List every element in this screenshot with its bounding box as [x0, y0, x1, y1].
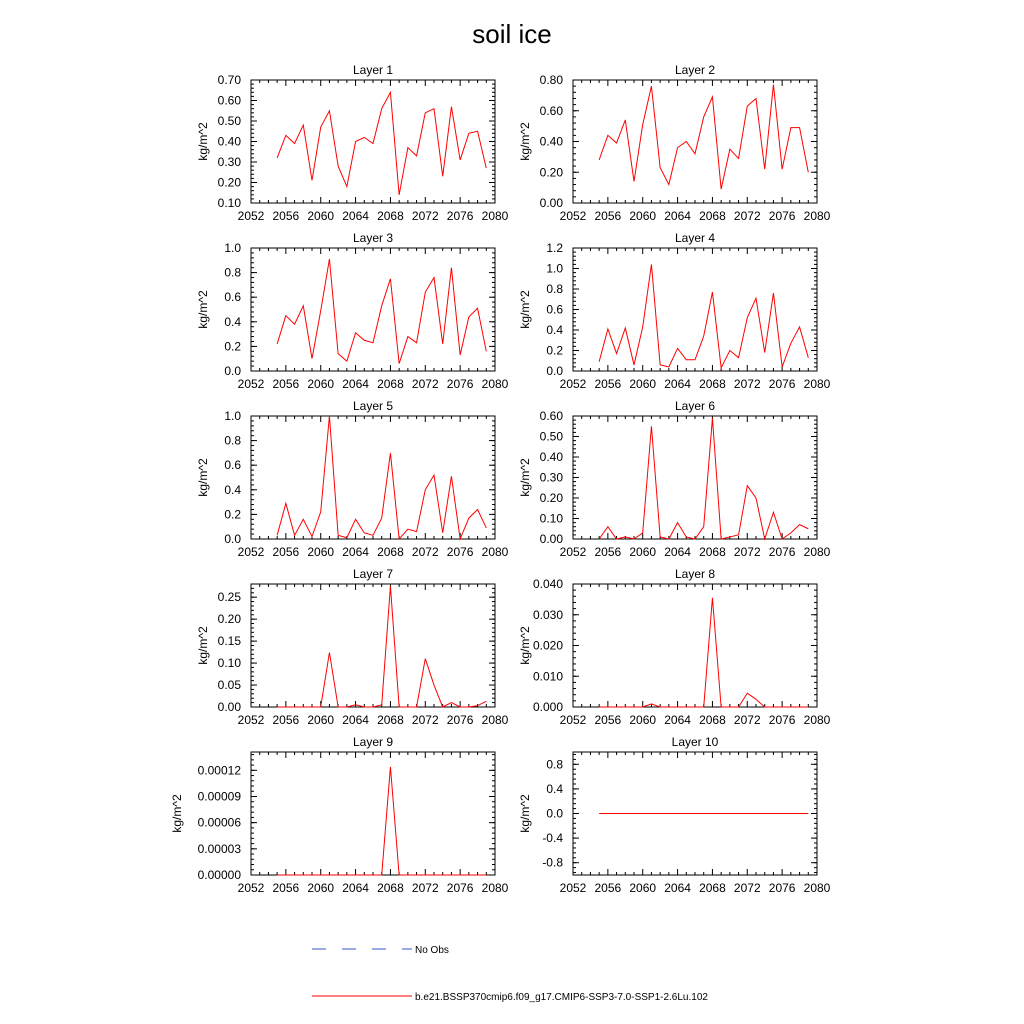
layer-4-ytick-label: 1.2: [546, 241, 563, 255]
layer-5-ytick-label: 1.0: [224, 409, 241, 423]
layer-3-xtick-label: 2072: [411, 377, 439, 391]
layer-9-series-line: [277, 767, 486, 875]
layer-9-xtick-label: 2076: [446, 881, 474, 895]
layer-7-ytick-label: 0.05: [217, 678, 241, 693]
layer-8-xtick-label: 2076: [768, 713, 796, 727]
layer-2-plot-frame: [573, 80, 817, 203]
layer-6-ytick-label: 0.30: [539, 470, 563, 485]
layer-7-xtick-label: 2052: [237, 713, 265, 727]
legend-model-label: b.e21.BSSP370cmip6.f09_g17.CMIP6-SSP3-7.0-SSP1-2.6Lu.102: [415, 992, 708, 1003]
layer-8-series-line: [599, 598, 808, 707]
layer-1-ytick-label: 0.40: [217, 134, 241, 149]
layer-2-xtick-label: 2076: [768, 209, 796, 223]
layer-7-ytick-label: 0.10: [217, 656, 241, 671]
layer-9-plot-frame: [251, 752, 495, 875]
layer-3-ytick-label: 0.0: [224, 364, 241, 378]
layer-3-xtick-label: 2080: [481, 377, 509, 391]
layer-8-plot-frame: [573, 584, 817, 707]
layer-2-ytick-label: 0.80: [539, 73, 563, 87]
layer-8-ytick-label: 0.020: [532, 638, 563, 653]
layer-3-ytick-label: 0.6: [224, 290, 241, 305]
layer-9-panel: [170, 735, 509, 895]
layer-1-xtick-label: 2068: [377, 209, 404, 223]
layer-10-xtick-label: 2072: [733, 881, 761, 895]
layer-8-ytick-label: 0.010: [532, 669, 563, 684]
layer-2-xtick-label: 2060: [629, 209, 657, 223]
layer-1-xtick-label: 2052: [237, 209, 265, 223]
layer-7-xtick-label: 2072: [411, 713, 439, 727]
layer-8-xtick-label: 2064: [664, 713, 691, 727]
layer-4-ytick-label: 0.8: [546, 282, 563, 296]
layer-7-plot-frame: [251, 584, 495, 707]
layer-3-plot-frame: [251, 248, 495, 371]
layer-1-title: Layer 1: [352, 63, 394, 77]
layer-1-xtick-label: 2060: [307, 209, 335, 223]
layer-4-ytick-label: 1.0: [546, 261, 563, 276]
layer-8-ytick-label: 0.000: [532, 700, 563, 714]
layer-5-ytick-label: 0.8: [224, 433, 241, 448]
layer-4-ytick-label: 0.4: [546, 323, 563, 337]
layer-9-xtick-label: 2080: [481, 881, 509, 895]
layer-3-ytick-label: 0.8: [224, 265, 241, 280]
layer-1-xtick-label: 2080: [481, 209, 509, 223]
layer-7-xtick-label: 2056: [272, 713, 300, 727]
layer-5-xtick-label: 2072: [411, 545, 439, 559]
layer-4-xtick-label: 2076: [768, 377, 796, 391]
layer-3-xtick-label: 2064: [342, 377, 369, 391]
layer-1-xtick-label: 2056: [272, 209, 300, 223]
layer-7-xtick-label: 2064: [342, 713, 369, 727]
layer-8-panel: [518, 567, 831, 727]
layer-5-xtick-label: 2068: [377, 545, 404, 559]
layer-4-panel: [518, 231, 831, 391]
layer-2-title: Layer 2: [674, 63, 716, 77]
layer-8-ytick-label: 0.040: [532, 577, 563, 591]
layer-9-ytick-label: 0.00000: [197, 868, 241, 882]
layer-2-ytick-label: 0.00: [539, 196, 563, 210]
layer-6-series-line: [599, 418, 808, 539]
layer-7-xtick-label: 2060: [307, 713, 335, 727]
layer-4-ytick-label: 0.0: [546, 364, 563, 378]
layer-1-ytick-label: 0.30: [217, 155, 241, 169]
layer-4-ytick-label: 0.6: [546, 302, 563, 317]
layer-4-xtick-label: 2068: [699, 377, 726, 391]
layer-8-title: Layer 8: [674, 567, 716, 581]
layer-5-xtick-label: 2080: [481, 545, 509, 559]
layer-10-xtick-label: 2060: [629, 881, 657, 895]
layer-10-title: Layer 10: [671, 735, 719, 749]
layer-10-ytick-label: 0.8: [546, 757, 563, 772]
layer-10-ytick-label: -0.4: [542, 831, 563, 846]
legend: [312, 945, 708, 1003]
layer-2-xtick-label: 2052: [559, 209, 587, 223]
layer-10-ytick-label: -0.8: [542, 855, 563, 870]
layer-5-xtick-label: 2056: [272, 545, 300, 559]
layer-4-title: Layer 4: [674, 231, 716, 245]
layer-5-panel: [196, 399, 509, 559]
layer-10-xtick-label: 2080: [803, 881, 831, 895]
layer-6-ylabel: kg/m^2: [518, 458, 532, 497]
layer-2-xtick-label: 2064: [664, 209, 691, 223]
layer-9-ytick-label: 0.00009: [197, 789, 241, 804]
layer-1-ytick-label: 0.60: [217, 93, 241, 108]
layer-7-ytick-label: 0.20: [217, 612, 241, 627]
layer-10-panel: [518, 735, 831, 895]
layer-5-xtick-label: 2052: [237, 545, 265, 559]
layer-6-xtick-label: 2056: [594, 545, 622, 559]
layer-8-xtick-label: 2060: [629, 713, 657, 727]
layer-10-xtick-label: 2052: [559, 881, 587, 895]
layer-7-ytick-label: 0.15: [217, 634, 241, 649]
layer-3-xtick-label: 2056: [272, 377, 300, 391]
layer-4-xtick-label: 2060: [629, 377, 657, 391]
layer-6-xtick-label: 2076: [768, 545, 796, 559]
layer-6-xtick-label: 2064: [664, 545, 691, 559]
layer-2-ytick-label: 0.40: [539, 134, 563, 149]
layer-3-series-line: [277, 259, 486, 364]
layer-4-xtick-label: 2056: [594, 377, 622, 391]
layer-8-xtick-label: 2072: [733, 713, 761, 727]
layer-10-ylabel: kg/m^2: [518, 794, 532, 833]
layer-2-series-line: [599, 85, 808, 190]
layer-5-ylabel: kg/m^2: [196, 458, 210, 497]
layer-4-ylabel: kg/m^2: [518, 290, 532, 329]
layer-1-xtick-label: 2072: [411, 209, 439, 223]
layer-1-ytick-label: 0.50: [217, 114, 241, 128]
layer-9-xtick-label: 2056: [272, 881, 300, 895]
layer-1-ytick-label: 0.70: [217, 73, 241, 87]
layer-10-xtick-label: 2056: [594, 881, 622, 895]
layer-2-xtick-label: 2056: [594, 209, 622, 223]
layer-9-xtick-label: 2060: [307, 881, 335, 895]
layer-3-title: Layer 3: [352, 231, 394, 245]
layer-6-xtick-label: 2068: [699, 545, 726, 559]
legend-obs-label: No Obs: [415, 945, 449, 956]
layer-9-ylabel: kg/m^2: [170, 794, 184, 833]
layer-6-ytick-label: 0.50: [539, 429, 563, 444]
layer-7-xtick-label: 2076: [446, 713, 474, 727]
layer-5-xtick-label: 2060: [307, 545, 335, 559]
layer-9-xtick-label: 2052: [237, 881, 265, 895]
layer-7-panel: [196, 567, 509, 727]
layer-7-ylabel: kg/m^2: [196, 626, 210, 665]
layer-9-ytick-label: 0.00012: [197, 763, 241, 778]
layer-6-title: Layer 6: [674, 399, 716, 413]
layer-3-panel: [196, 231, 509, 391]
layer-7-ytick-label: 0.25: [217, 590, 241, 605]
layer-8-xtick-label: 2052: [559, 713, 587, 727]
layer-1-ytick-label: 0.10: [217, 196, 241, 210]
layer-2-ytick-label: 0.60: [539, 103, 563, 118]
layer-6-xtick-label: 2052: [559, 545, 587, 559]
layer-10-xtick-label: 2064: [664, 881, 691, 895]
layer-9-xtick-label: 2072: [411, 881, 439, 895]
layer-3-ylabel: kg/m^2: [196, 290, 210, 329]
layer-10-ytick-label: 0.0: [546, 806, 563, 821]
layer-6-xtick-label: 2060: [629, 545, 657, 559]
layer-2-ytick-label: 0.20: [539, 165, 563, 180]
layer-6-ytick-label: 0.60: [539, 409, 563, 423]
layer-10-xtick-label: 2076: [768, 881, 796, 895]
layer-9-xtick-label: 2068: [377, 881, 404, 895]
layer-5-series-line: [277, 416, 486, 539]
layer-2-xtick-label: 2068: [699, 209, 726, 223]
layer-7-ytick-label: 0.00: [217, 700, 241, 714]
layer-6-xtick-label: 2072: [733, 545, 761, 559]
layer-6-ytick-label: 0.20: [539, 491, 563, 505]
layer-8-xtick-label: 2080: [803, 713, 831, 727]
layer-7-series-line: [277, 586, 486, 707]
layer-4-xtick-label: 2052: [559, 377, 587, 391]
layer-1-ylabel: kg/m^2: [196, 122, 210, 161]
layer-9-xtick-label: 2064: [342, 881, 369, 895]
layer-4-xtick-label: 2064: [664, 377, 691, 391]
layer-9-ytick-label: 0.00006: [197, 815, 241, 830]
layer-5-ytick-label: 0.2: [224, 507, 241, 522]
layer-5-xtick-label: 2064: [342, 545, 369, 559]
layer-8-ytick-label: 0.030: [532, 607, 563, 622]
layer-2-ylabel: kg/m^2: [518, 122, 532, 161]
layer-1-xtick-label: 2076: [446, 209, 474, 223]
layer-6-plot-frame: [573, 416, 817, 539]
layer-9-ytick-label: 0.00003: [197, 841, 241, 856]
layer-1-panel: [196, 63, 509, 223]
layer-2-xtick-label: 2080: [803, 209, 831, 223]
layer-1-series-line: [277, 92, 486, 195]
layer-6-panel: [518, 399, 831, 559]
layer-4-xtick-label: 2072: [733, 377, 761, 391]
layer-6-xtick-label: 2080: [803, 545, 831, 559]
layer-1-ytick-label: 0.20: [217, 175, 241, 190]
layer-6-ytick-label: 0.40: [539, 450, 563, 464]
layer-3-ytick-label: 0.2: [224, 339, 241, 354]
layer-1-xtick-label: 2064: [342, 209, 369, 223]
layer-5-ytick-label: 0.0: [224, 532, 241, 546]
layer-7-xtick-label: 2068: [377, 713, 404, 727]
layer-8-xtick-label: 2056: [594, 713, 622, 727]
layer-6-ytick-label: 0.00: [539, 532, 563, 546]
layer-4-xtick-label: 2080: [803, 377, 831, 391]
layer-5-plot-frame: [251, 416, 495, 539]
figure-title: soil ice: [472, 19, 552, 49]
layer-7-title: Layer 7: [352, 567, 394, 581]
layer-2-panel: [518, 63, 831, 223]
panel-grid: [170, 63, 831, 895]
layer-5-ytick-label: 0.6: [224, 458, 241, 473]
layer-4-series-line: [599, 264, 808, 368]
layer-7-xtick-label: 2080: [481, 713, 509, 727]
layer-2-xtick-label: 2072: [733, 209, 761, 223]
layer-5-title: Layer 5: [352, 399, 394, 413]
layer-3-xtick-label: 2076: [446, 377, 474, 391]
layer-10-ytick-label: 0.4: [546, 781, 563, 796]
layer-3-ytick-label: 1.0: [224, 241, 241, 255]
layer-8-ylabel: kg/m^2: [518, 626, 532, 665]
layer-4-ytick-label: 0.2: [546, 343, 563, 358]
layer-9-title: Layer 9: [352, 735, 394, 749]
layer-8-xtick-label: 2068: [699, 713, 726, 727]
layer-3-ytick-label: 0.4: [224, 314, 241, 329]
layer-5-xtick-label: 2076: [446, 545, 474, 559]
layer-3-xtick-label: 2052: [237, 377, 265, 391]
layer-5-ytick-label: 0.4: [224, 482, 241, 497]
layer-10-xtick-label: 2068: [699, 881, 726, 895]
layer-3-xtick-label: 2068: [377, 377, 404, 391]
layer-3-xtick-label: 2060: [307, 377, 335, 391]
layer-6-ytick-label: 0.10: [539, 511, 563, 526]
